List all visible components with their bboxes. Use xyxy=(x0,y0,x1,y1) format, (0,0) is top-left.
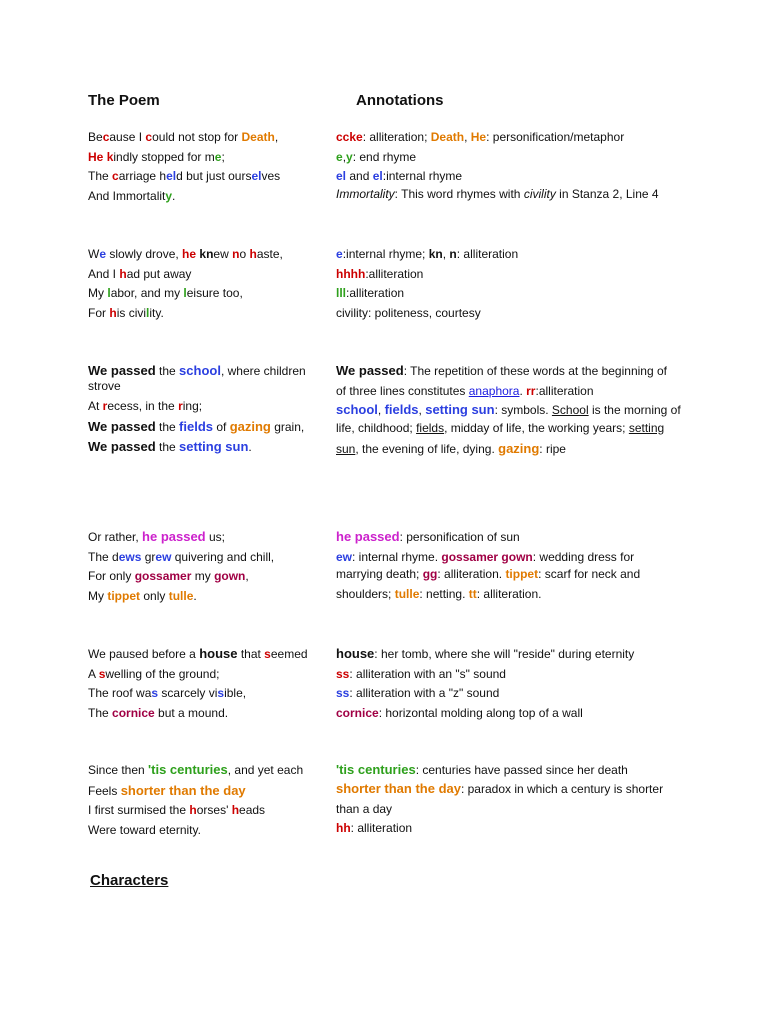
text-segment: shorter than the day xyxy=(336,780,461,796)
text-segment: he xyxy=(182,247,197,261)
poem-heading: The Poem xyxy=(88,92,160,109)
text-segment: ecess, in the xyxy=(107,399,179,413)
text-segment: :alliteration xyxy=(346,286,405,300)
text-segment: School xyxy=(551,402,589,417)
text-segment: setting sun xyxy=(425,401,495,417)
text-segment: : netting. xyxy=(419,587,469,601)
text-segment: school xyxy=(336,401,378,417)
annotation-line xyxy=(336,382,686,402)
text-segment: c xyxy=(112,169,119,183)
text-segment: ity. xyxy=(149,305,164,320)
stanza-5-annotations xyxy=(336,644,686,723)
annotation-line xyxy=(336,704,686,724)
text-segment: l xyxy=(107,286,111,300)
text-segment: c xyxy=(102,130,110,144)
text-segment: is the morning of xyxy=(588,402,681,417)
poem-line xyxy=(88,284,328,304)
text-segment: I first surmised the xyxy=(88,803,190,817)
text-segment: ad put away xyxy=(126,266,192,281)
poem-line xyxy=(88,801,328,821)
text-segment: tulle xyxy=(168,588,194,603)
text-segment: : alliteration. xyxy=(437,567,506,581)
text-segment: Death xyxy=(430,130,465,144)
text-segment: : paradox in which a century is shorter xyxy=(460,781,664,796)
text-segment: cornice xyxy=(112,705,155,720)
text-segment: tippet xyxy=(107,588,141,603)
text-segment: At xyxy=(88,399,103,413)
text-segment: the xyxy=(155,440,180,454)
text-segment: y xyxy=(346,149,353,164)
stanza-6-poem xyxy=(88,760,328,840)
text-segment: s xyxy=(264,647,271,661)
text-segment: shorter than the day xyxy=(120,782,246,798)
text-segment: ause I xyxy=(109,130,146,144)
annotation-line xyxy=(336,363,686,379)
text-segment: y xyxy=(165,188,173,203)
text-segment: house xyxy=(199,646,238,661)
text-segment: tt xyxy=(468,587,477,601)
stanza-1-poem xyxy=(88,128,328,206)
text-segment: hh xyxy=(336,821,351,835)
annotation-line xyxy=(336,644,686,665)
text-segment: ews xyxy=(118,549,142,564)
stanza-3-poem xyxy=(88,363,328,458)
text-segment: of xyxy=(213,419,230,434)
text-segment: : alliteration. xyxy=(476,587,542,601)
text-segment: ible, xyxy=(224,686,247,700)
text-segment: k xyxy=(106,149,114,164)
text-segment: marrying death; xyxy=(336,567,423,581)
text-segment: My xyxy=(88,286,108,300)
text-segment: o xyxy=(239,247,250,261)
text-segment: , xyxy=(245,569,249,583)
text-segment: We paused before a xyxy=(88,647,200,661)
annotation-line xyxy=(336,167,686,187)
text-segment: ss xyxy=(336,666,350,681)
text-segment: We passed xyxy=(88,363,156,378)
poem-line xyxy=(88,417,328,438)
poem-line xyxy=(88,821,328,841)
text-segment: h xyxy=(119,266,127,281)
text-segment: school xyxy=(179,363,221,378)
poem-line xyxy=(88,363,328,394)
stanza-4-poem xyxy=(88,527,328,606)
text-segment: ss xyxy=(336,686,350,700)
text-segment: gossamer xyxy=(134,569,192,583)
text-segment: cornice xyxy=(336,705,379,720)
text-segment: , xyxy=(342,149,347,164)
stanza-2-poem xyxy=(88,245,328,323)
text-segment: kn xyxy=(199,247,214,261)
annotation-line xyxy=(336,585,686,605)
text-segment: . xyxy=(248,440,252,454)
text-segment: e xyxy=(99,247,107,261)
text-segment: : ripe xyxy=(539,441,566,456)
annotations-heading: Annotations xyxy=(356,92,444,109)
text-segment: tulle xyxy=(394,587,420,601)
text-segment: scarcely vi xyxy=(158,686,218,700)
text-segment: , the evening of life, dying. xyxy=(355,441,499,456)
text-segment: arriage h xyxy=(118,169,167,183)
text-segment: ing; xyxy=(182,399,203,413)
text-segment: : personification of sun xyxy=(399,530,520,544)
text-segment: , xyxy=(377,402,385,417)
annotation-line xyxy=(336,245,686,265)
annotation-line xyxy=(336,684,686,704)
annotation-line xyxy=(336,439,686,460)
text-segment: : centuries have passed since her death xyxy=(415,763,628,777)
text-segment: but a mound. xyxy=(154,705,229,720)
text-segment: My xyxy=(88,588,108,603)
text-segment: Be xyxy=(88,130,103,144)
annotation-line xyxy=(336,567,686,582)
stanza-1-annotations xyxy=(336,128,686,205)
text-segment: W xyxy=(88,247,100,261)
poem-line xyxy=(88,167,328,187)
text-segment: gazing xyxy=(229,418,271,434)
text-segment: We passed xyxy=(336,363,404,378)
text-segment: the xyxy=(155,419,180,434)
text-segment: Immortality xyxy=(336,186,395,201)
text-segment: indly stopped for m xyxy=(113,149,215,164)
anaphora-link[interactable]: anaphora xyxy=(468,384,520,398)
text-segment: We passed xyxy=(88,439,156,454)
text-segment: ew xyxy=(213,247,233,261)
text-segment: 'tis centuries xyxy=(336,762,416,777)
text-segment: : scarf for neck and xyxy=(538,567,641,581)
text-segment: r xyxy=(102,399,108,413)
annotation-line xyxy=(336,128,686,148)
text-segment: gg xyxy=(422,567,438,581)
text-segment: h xyxy=(109,305,117,320)
text-segment: only xyxy=(140,588,169,603)
text-segment: ccke xyxy=(336,130,363,144)
text-segment: civility: politeness, courtesy xyxy=(336,305,481,320)
text-segment: fields xyxy=(179,418,214,434)
text-segment: gr xyxy=(141,549,156,564)
text-segment: is civi xyxy=(116,305,147,320)
text-segment: , and yet each xyxy=(227,763,304,777)
text-segment: ould not stop for xyxy=(152,130,242,144)
text-segment: . xyxy=(519,384,527,398)
text-segment: The d xyxy=(88,549,119,564)
text-segment: , where children strove xyxy=(88,364,306,393)
text-segment: ves xyxy=(261,169,281,183)
poem-line xyxy=(88,781,328,802)
text-segment: , midday of life, the working years; xyxy=(444,420,629,435)
annotation-line xyxy=(336,800,686,820)
annotation-line xyxy=(336,781,686,797)
text-segment: : end rhyme xyxy=(352,149,417,164)
poem-line xyxy=(88,567,328,587)
text-segment: , xyxy=(274,130,279,144)
text-segment: The xyxy=(88,169,113,183)
text-segment: He xyxy=(88,149,104,164)
poem-line xyxy=(88,148,328,168)
text-segment: n xyxy=(449,247,457,261)
annotation-line xyxy=(336,527,686,548)
text-segment: life, childhood; xyxy=(336,420,417,435)
text-segment: fields xyxy=(384,401,419,417)
text-segment: welling of the ground; xyxy=(105,666,220,681)
text-segment: in Stanza 2, Line 4 xyxy=(555,186,659,201)
annotation-line xyxy=(336,265,686,285)
text-segment: l xyxy=(146,305,150,320)
stanza-2-annotations xyxy=(336,245,686,323)
text-segment: ; xyxy=(221,149,225,164)
text-segment: , xyxy=(418,402,426,417)
poem-line xyxy=(88,704,328,724)
poem-line xyxy=(88,587,328,607)
text-segment: Or rather, xyxy=(88,530,143,544)
text-segment: s xyxy=(98,666,106,681)
text-segment: he passed xyxy=(336,529,400,544)
text-segment: fields xyxy=(416,420,445,435)
text-segment: : This word rhymes with xyxy=(394,186,524,201)
text-segment: For xyxy=(88,305,110,320)
text-segment: :internal rhyme xyxy=(382,169,463,183)
text-segment: of three lines constitutes xyxy=(336,384,469,398)
text-segment: quivering and chill, xyxy=(171,549,275,564)
text-segment: that xyxy=(237,647,265,661)
text-segment: :internal rhyme; xyxy=(342,247,429,261)
text-segment: : symbols. xyxy=(494,402,552,417)
annotation-line xyxy=(336,665,686,685)
text-segment: us; xyxy=(205,530,225,544)
text-segment: . xyxy=(172,188,176,203)
text-segment: A xyxy=(88,666,99,681)
characters-heading: Characters xyxy=(90,872,169,889)
text-segment: shoulders; xyxy=(336,587,395,601)
text-segment: For only xyxy=(88,569,135,583)
text-segment: gossamer gown xyxy=(441,549,533,564)
text-segment: setting sun xyxy=(179,439,249,454)
annotation-line xyxy=(336,284,686,304)
text-segment: civility xyxy=(523,186,556,201)
text-segment: s xyxy=(151,686,159,700)
text-segment: : horizontal molding along top of a wall xyxy=(378,705,583,720)
text-segment: the xyxy=(155,364,180,378)
text-segment: l xyxy=(183,286,187,300)
annotation-line xyxy=(336,148,686,168)
text-segment: eads xyxy=(239,803,266,817)
text-segment: . xyxy=(193,588,197,603)
poem-line xyxy=(88,187,328,207)
text-segment: h xyxy=(189,803,197,817)
poem-line xyxy=(88,527,328,548)
text-segment: hhhh xyxy=(336,266,366,281)
text-segment: The roof wa xyxy=(88,686,152,700)
annotation-line xyxy=(336,421,686,436)
text-segment: tippet xyxy=(505,567,539,581)
text-segment: : alliteration with an "s" sound xyxy=(349,666,506,681)
annotation-line xyxy=(336,760,686,781)
text-segment: We passed xyxy=(88,418,156,434)
stanza-5-poem xyxy=(88,644,328,723)
text-segment: : alliteration with a "z" sound xyxy=(349,686,500,700)
text-segment: el xyxy=(166,169,177,183)
text-segment: abor, and my xyxy=(110,286,184,300)
text-segment: my xyxy=(191,569,215,583)
text-segment: d but just ours xyxy=(176,169,252,183)
text-segment: lll xyxy=(336,286,347,300)
poem-line xyxy=(88,265,328,285)
text-segment: He xyxy=(470,130,487,144)
text-segment: setting xyxy=(628,420,665,435)
text-segment: house xyxy=(336,646,375,661)
annotation-line xyxy=(336,819,686,839)
text-segment: kn xyxy=(428,247,443,261)
stanza-4-annotations xyxy=(336,527,686,605)
annotation-line xyxy=(336,548,686,568)
text-segment: h xyxy=(231,803,240,817)
stanza-3-annotations xyxy=(336,363,686,459)
text-segment: : personification/metaphor xyxy=(486,130,625,144)
text-segment: And I xyxy=(88,266,120,281)
poem-line xyxy=(88,437,328,458)
text-segment: rr xyxy=(526,384,536,398)
text-segment: e xyxy=(214,149,222,164)
text-segment: 'tis centuries xyxy=(148,762,228,777)
poem-line xyxy=(88,245,328,265)
text-segment: r xyxy=(178,399,183,413)
text-segment: : wedding dress for xyxy=(532,549,635,564)
poem-line xyxy=(88,397,328,417)
text-segment: than a day xyxy=(336,801,393,816)
poem-line xyxy=(88,665,328,685)
text-segment: : The repetition of these words at the beginning of xyxy=(403,364,667,378)
text-segment: el xyxy=(336,169,347,183)
text-segment: slowly drove, xyxy=(106,247,183,261)
text-segment: ew xyxy=(155,549,172,564)
text-segment: and xyxy=(346,169,373,183)
text-segment: :alliteration xyxy=(365,266,424,281)
poem-line xyxy=(88,684,328,704)
text-segment: Since then xyxy=(88,763,149,777)
text-segment: : alliteration; xyxy=(362,130,431,144)
annotation-line xyxy=(336,304,686,324)
text-segment: , xyxy=(442,247,450,261)
poem-line xyxy=(88,304,328,324)
text-segment: eemed xyxy=(270,647,308,661)
text-segment: And Immortalit xyxy=(88,188,166,203)
text-segment: eisure too, xyxy=(186,286,243,300)
text-segment: e xyxy=(336,149,343,164)
text-segment: grain, xyxy=(270,419,305,434)
text-segment: el xyxy=(372,169,383,183)
text-segment: Were toward eternity. xyxy=(88,822,201,837)
annotation-line xyxy=(336,402,686,418)
stanza-6-annotations xyxy=(336,760,686,839)
text-segment: aste, xyxy=(256,247,283,261)
poem-line xyxy=(88,548,328,568)
poem-line xyxy=(88,128,328,148)
text-segment: el xyxy=(251,169,262,183)
text-segment: Death xyxy=(241,130,275,144)
annotation-line xyxy=(336,187,686,202)
text-segment: , xyxy=(464,130,471,144)
text-segment: :alliteration xyxy=(535,384,594,398)
text-segment: The xyxy=(88,705,113,720)
poem-line xyxy=(88,644,328,665)
text-segment: orses' xyxy=(196,803,232,817)
text-segment: gazing xyxy=(498,440,540,456)
text-segment: e xyxy=(336,247,343,261)
text-segment: : internal rhyme. xyxy=(352,549,442,564)
poem-line xyxy=(88,760,328,781)
text-segment: c xyxy=(145,130,153,144)
text-segment: : alliteration xyxy=(350,821,413,835)
text-segment: : her tomb, where she will "reside" during eternity xyxy=(374,647,635,661)
text-segment: s xyxy=(217,686,225,700)
text-segment: he passed xyxy=(142,529,206,544)
text-segment: Feels xyxy=(88,783,121,798)
text-segment: n xyxy=(232,247,240,261)
text-segment: h xyxy=(249,247,257,261)
text-segment: ew xyxy=(336,549,353,564)
text-segment: gown xyxy=(214,569,246,583)
text-segment: sun xyxy=(336,441,356,456)
text-segment: : alliteration xyxy=(456,247,519,261)
